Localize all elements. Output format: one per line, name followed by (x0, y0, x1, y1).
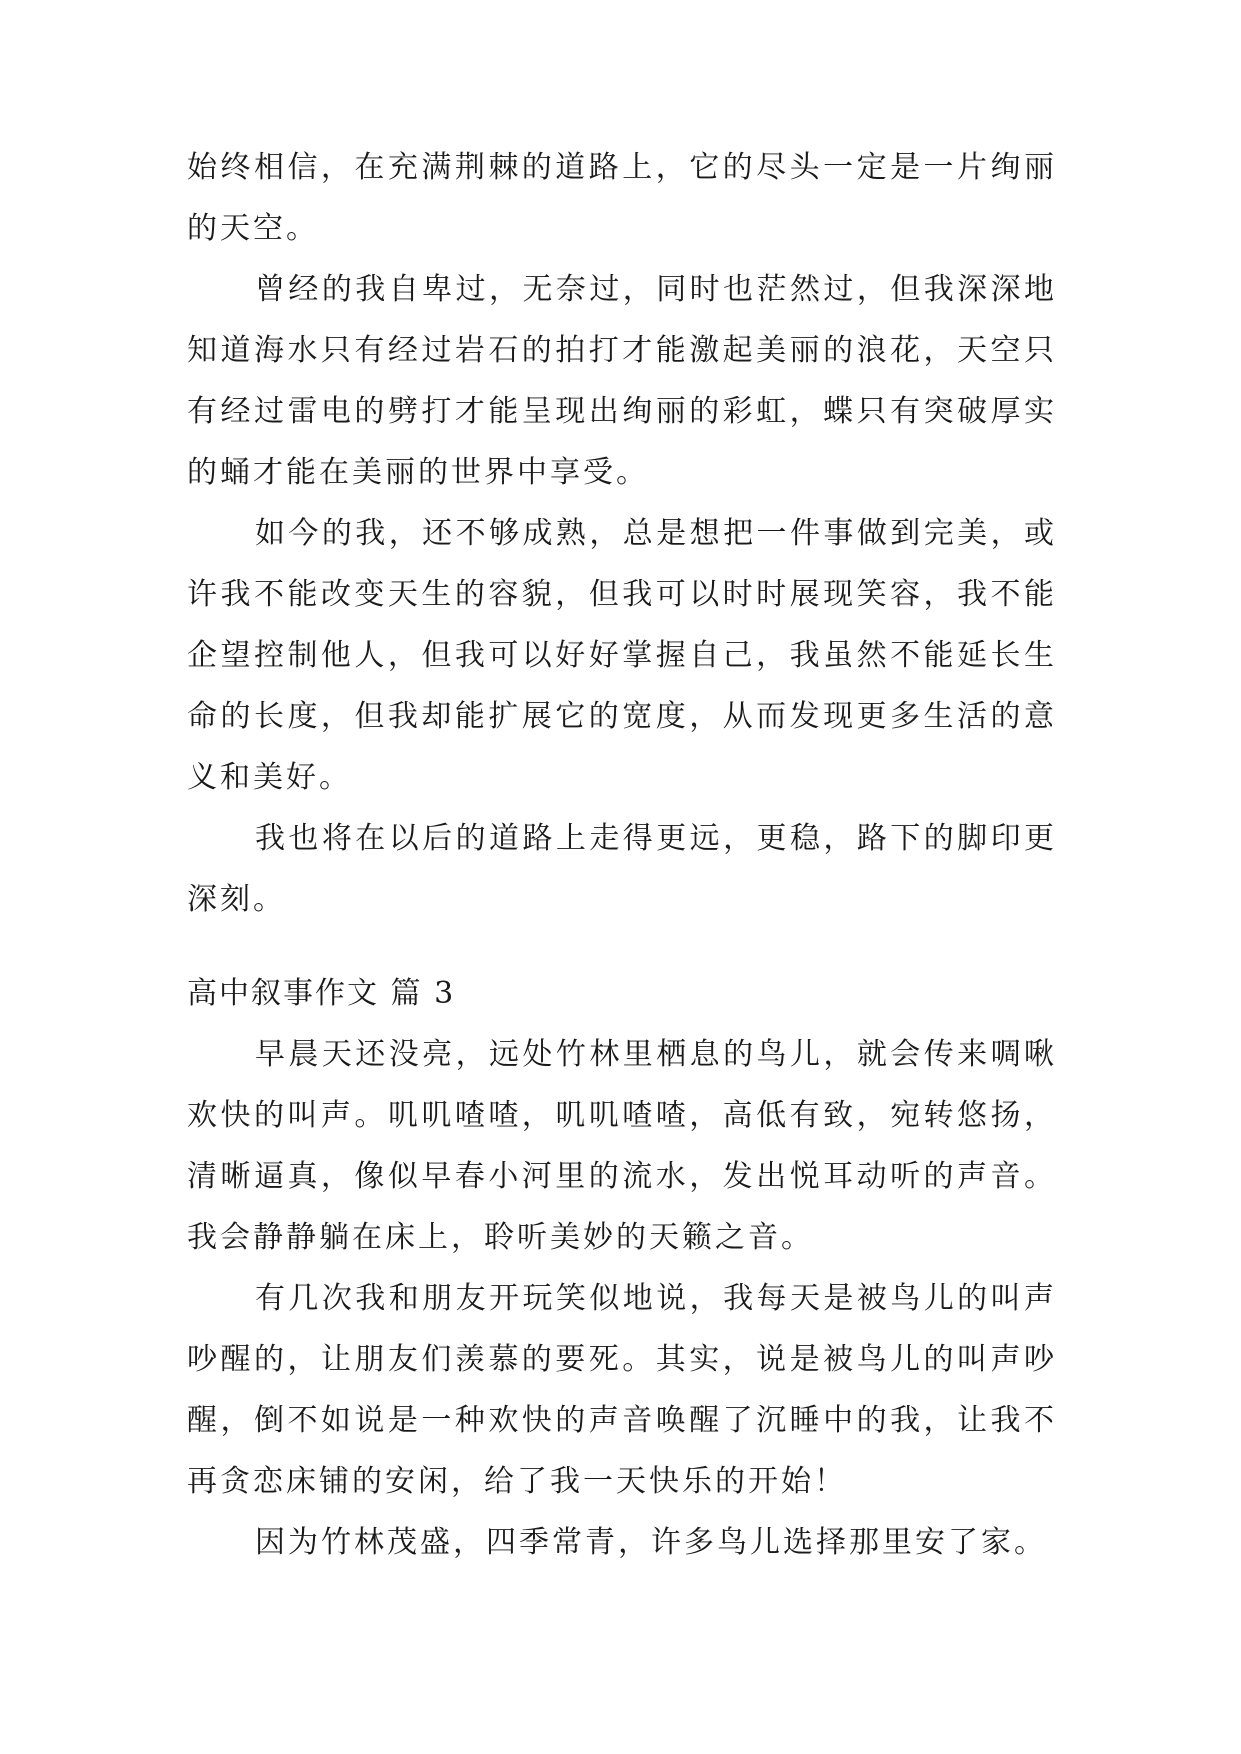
paragraph: 我也将在以后的道路上走得更远，更稳，路下的脚印更深刻。 (187, 821, 1057, 917)
paragraph: 早晨天还没亮，远处竹林里栖息的鸟儿，就会传来啁啾欢快的叫声。叽叽喳喳，叽叽喳喳，高低有致，宛转悠扬，清晰逼真，像似早春小河里的流水，发出悦耳动听的声音。我会静静躺在床上，聆听美妙的天籁之音。 (187, 1037, 1057, 1255)
essay-2-continuation (187, 137, 1057, 930)
paragraph: 曾经的我自卑过，无奈过，同时也茫然过，但我深深地知道海水只有经过岩石的拍打才能激起美丽的浪花，天空只有经过雷电的劈打才能呈现出绚丽的彩虹，蝶只有突破厚实的蛹才能在美丽的世界中享受。 (187, 272, 1057, 490)
paragraph: 因为竹林茂盛，四季常青，许多鸟儿选择那里安了家。 (255, 1525, 1047, 1560)
paragraph: 始终相信，在充满荆棘的道路上，它的尽头一定是一片绚丽的天空。 (187, 150, 1057, 246)
essay-3 (187, 963, 1057, 1573)
section-heading: 高中叙事作文 篇 3 (187, 976, 456, 1011)
paragraph: 如今的我，还不够成熟，总是想把一件事做到完美，或许我不能改变天生的容貌，但我可以时时展现笑容，我不能企望控制他人，但我可以好好掌握自己，我虽然不能延长生命的长度，但我却能扩展它的宽度，从而发现更多生活的意义和美好。 (187, 516, 1057, 795)
paragraph: 有几次我和朋友开玩笑似地说，我每天是被鸟儿的叫声吵醒的，让朋友们羡慕的要死。其实，说是被鸟儿的叫声吵醒，倒不如说是一种欢快的声音唤醒了沉睡中的我，让我不再贪恋床铺的安闲，给了我一天快乐的开始！ (187, 1281, 1057, 1499)
